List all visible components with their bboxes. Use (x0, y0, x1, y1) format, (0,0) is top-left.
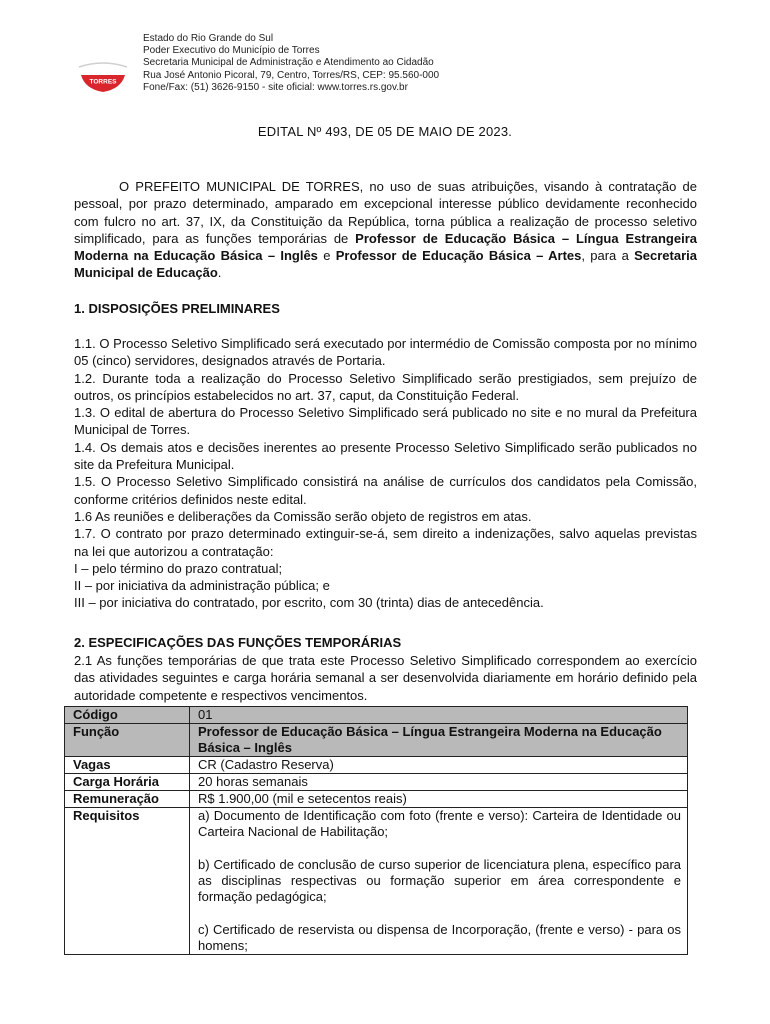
letterhead-text (143, 33, 439, 94)
section1-heading: 1. DISPOSIÇÕES PRELIMINARES (74, 301, 280, 316)
section2-heading: 2. ESPECIFICAÇÕES DAS FUNÇÕES TEMPORÁRIAS (74, 635, 402, 650)
list-item: 1.7. O contrato por prazo determinado extinguir-se-á, sem direito a indenizações, salvo aquelas previstas na lei que autorizou a contratação: (74, 526, 697, 559)
function-spec-table (64, 706, 688, 955)
table-row (65, 724, 688, 757)
carga-label: Carga Horária (65, 774, 190, 791)
funcao-label: Função (65, 724, 190, 757)
torres-municipal-logo-icon (75, 45, 131, 101)
section1-body (74, 335, 697, 612)
list-item: II – por iniciativa da administração pública; e (74, 578, 330, 594)
header-line-address: Rua José Antonio Picoral, 79, Centro, Torres/RS, CEP: 95.560-000 (143, 69, 440, 81)
remuneracao-value: R$ 1.900,00 (mil e setecentos reais) (190, 791, 688, 808)
requisito-a: a) Documento de Identificação com foto (frente e verso): Carteira de Identidade ou Carteira Nacional de Habilitação; (198, 808, 681, 839)
table-row (65, 707, 688, 724)
letterhead (75, 33, 715, 103)
header-line-secretariat: Secretaria Municipal de Administração e Atendimento ao Cidadão (143, 57, 434, 69)
vagas-value: CR (Cadastro Reserva) (190, 757, 688, 774)
requisito-c: c) Certificado de reservista ou dispensa de Incorporação, (frente e verso) - para os homens; (198, 922, 681, 953)
carga-value: 20 horas semanais (190, 774, 688, 791)
requisito-b: b) Certificado de conclusão de curso superior de licenciatura plena, específico para as disciplinas respectivas ou formação superior em área correspondente e formação pedagógica; (198, 857, 681, 904)
codigo-label: Código (65, 707, 190, 724)
header-line-state: Estado do Rio Grande do Sul (143, 33, 274, 44)
list-item: I – pelo término do prazo contratual; (74, 560, 283, 576)
funcao-value: Professor de Educação Básica – Língua Estrangeira Moderna na Educação Básica – Inglês (190, 724, 688, 757)
remuneracao-label: Remuneração (65, 791, 190, 808)
section2-body (74, 652, 697, 704)
table-row (65, 757, 688, 774)
section2-intro: 2.1 As funções temporárias de que trata este Processo Seletivo Simplificado correspondem ao exercício das atividades seguintes e carga horária semanal a ser desenvolvida diariamente em horário definido pela autoridade competente e respectivos vencimentos. (74, 653, 697, 703)
list-item: 1.3. O edital de abertura do Processo Seletivo Simplificado será publicado no site e no mural da Prefeitura Municipal de Torres. (74, 405, 697, 438)
list-item: 1.2. Durante toda a realização do Processo Seletivo Simplificado serão prestigiados, sem prejuízo de outros, os princípios estabelecidos no art. 37, caput, da Constituição Federal. (74, 370, 697, 403)
codigo-value: 01 (190, 707, 688, 724)
list-item: 1.5. O Processo Seletivo Simplificado consistirá na análise de currículos dos candidatos pela Comissão, conforme critérios definidos neste edital. (74, 474, 697, 507)
list-item: 1.1. O Processo Seletivo Simplificado será executado por intermédio de Comissão composta por no mínimo 05 (cinco) servidores, designados através de Portaria. (74, 336, 697, 369)
logo-text: TORRES (89, 78, 117, 86)
header-line-executive: Poder Executivo do Município de Torres (143, 45, 320, 57)
preamble (74, 178, 697, 282)
header-line-contact: Fone/Fax: (51) 3626-9150 - site oficial: www.torres.rs.gov.br (143, 81, 408, 93)
table-row (65, 808, 688, 955)
requisitos-value (190, 808, 688, 955)
list-item: III – por iniciativa do contratado, por escrito, com 30 (trinta) dias de antecedência. (74, 595, 544, 611)
preamble-paragraph: O PREFEITO MUNICIPAL DE TORRES, no uso de suas atribuições, visando à contratação de pessoal, por prazo determinado, amparado em excepcional interesse público devidamente reconhecido com fulcro no art. 37, IX, da Constituição da República, torna pública a realização de processo seletivo simplificado, para as funções temporárias de Professor de Educação Básica – Língua Estrangeira Moderna na Educação Básica – Inglês e Professor de Educação Básica – Artes, para a Secretaria Municipal de Educação. (74, 179, 697, 281)
table-row (65, 791, 688, 808)
table-row (65, 774, 688, 791)
list-item: 1.6 As reuniões e deliberações da Comissão serão objeto de registros em atas. (74, 508, 532, 524)
vagas-label: Vagas (65, 757, 190, 774)
requisitos-label: Requisitos (65, 808, 190, 955)
list-item: 1.4. Os demais atos e decisões inerentes ao presente Processo Seletivo Simplificado serão publicados no site da Prefeitura Municipal. (74, 439, 697, 473)
edital-title: EDITAL Nº 493, DE 05 DE MAIO DE 2023. (257, 124, 513, 139)
